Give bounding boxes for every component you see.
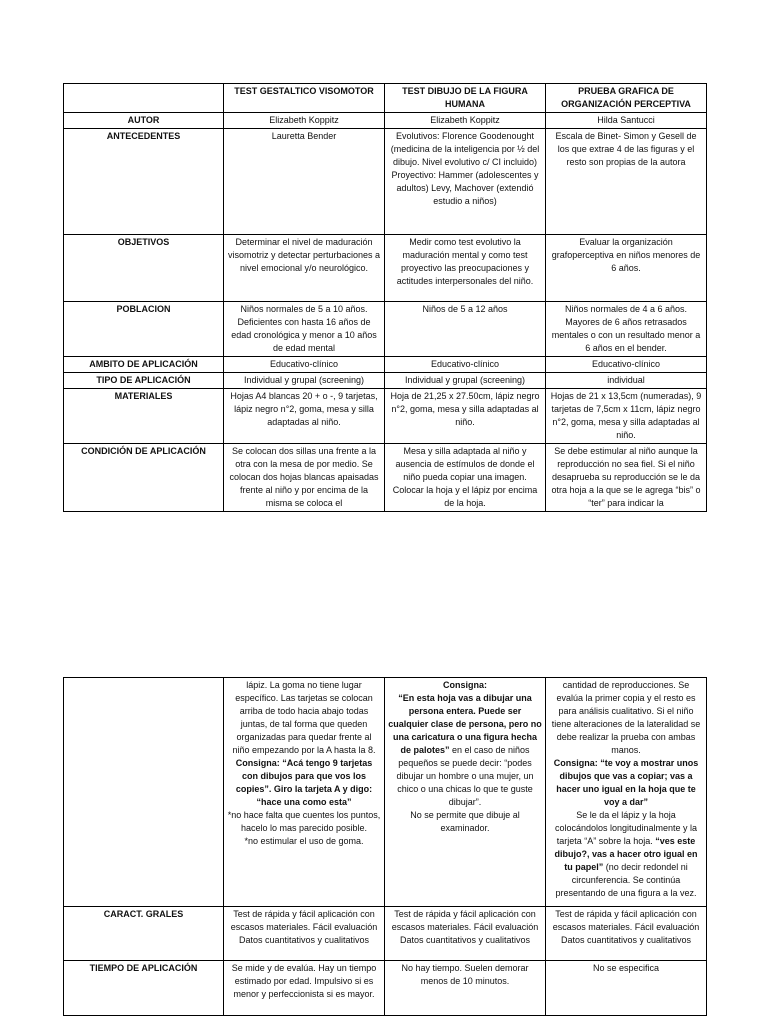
cell: Determinar el nivel de maduración visomotriz y detectar perturbaciones a nivel emocional y/o neurológico. — [224, 235, 385, 302]
cell — [546, 678, 707, 907]
row-label: ANTECEDENTES — [64, 129, 224, 235]
cell: Elizabeth Koppitz — [224, 113, 385, 129]
row-label: OBJETIVOS — [64, 235, 224, 302]
cell — [224, 961, 385, 1016]
row-poblacion — [64, 302, 707, 357]
consigna-label — [388, 679, 542, 692]
row-caract-grales — [64, 907, 707, 961]
consigna-block-2 — [549, 809, 703, 900]
row-label: POBLACION — [64, 302, 224, 357]
cell-content — [549, 679, 703, 905]
comparison-table-page-2 — [63, 677, 707, 1016]
header-row — [64, 84, 707, 113]
consigna-label: Consigna: — [553, 758, 598, 768]
cell-text: No se permite que dibuje al examinador. — [410, 810, 520, 833]
cell: Escala de Binet- Simon y Gesell de los que extrae 4 de las figuras y el resto son propias de la autora — [546, 129, 707, 235]
cell-text: Se debe estimular al niño aunque la reproducción no sea fiel. Si el niño desaprueba su reproducción se le da otra hoja a la que se le agrega “bis” o “ter” para indicar la — [551, 446, 701, 508]
cell: Hilda Santucci — [546, 113, 707, 129]
cell: Lauretta Bender — [224, 129, 385, 235]
row-label-empty — [64, 678, 224, 907]
cell-text: en el caso de niños pequeños se puede decir: “podes dibujar un hombre o una mujer, un chico o una chicas lo que te guste dibujar”. — [396, 745, 534, 807]
cell: Elizabeth Koppitz — [385, 113, 546, 129]
cell: Hoja de 21,25 x 27.50cm, lápiz negro n°2, goma, mesa y silla adaptadas al niño. — [385, 389, 546, 444]
cell-text: No se especifica — [592, 963, 660, 973]
cell-text: Se le da el lápiz y la hoja colocándolos longitudinalmente y la tarjeta “A” sobre la hoja. — [554, 810, 698, 846]
row-label: TIPO DE APLICACIÓN — [64, 373, 224, 389]
cell — [224, 678, 385, 907]
cell: Hojas de 21 x 13,5cm (numeradas), 9 tarjetas de 7,5cm x 11cm, lápiz negro n°2, goma, mesa y silla adaptadas al niño. — [546, 389, 707, 444]
row-label: CONDICIÓN DE APLICACIÓN — [64, 444, 224, 512]
consigna-block — [388, 692, 542, 809]
row-label: TIEMPO DE APLICACIÓN — [64, 961, 224, 1016]
row-label: CARACT. GRALES — [64, 907, 224, 961]
cell-text: No hay tiempo. Suelen demorar menos de 10 minutos. — [401, 963, 529, 986]
row-label: AUTOR — [64, 113, 224, 129]
header-test-figura-humana: TEST DIBUJO DE LA FIGURA HUMANA — [385, 84, 546, 113]
cell — [546, 961, 707, 1016]
row-label: MATERIALES — [64, 389, 224, 444]
consigna-text: “te voy a mostrar unos dibujos que vas a copiar; vas a hacer uno igual en la hoja que te voy a dar” — [556, 758, 699, 807]
cell: Evaluar la organización grafoperceptiva en niños menores de 6 años. — [546, 235, 707, 302]
cell: Individual y grupal (screening) — [385, 373, 546, 389]
cell: Hojas A4 blancas 20 + o -, 9 tarjetas, lápiz negro n°2, goma, mesa y silla adaptadas al niño. — [224, 389, 385, 444]
row-label: AMBITO DE APLICACIÓN — [64, 357, 224, 373]
consigna-block — [227, 757, 381, 809]
cell-text: cantidad de reproducciones. Se evalúa la primer copia y el resto es para análisis cualitativo. Si el niño tiene alteraciones de la lateralidad se debe realizar la prueba con ambas manos. — [551, 680, 701, 755]
header-test-gestaltico: TEST GESTALTICO VISOMOTOR — [224, 84, 385, 113]
cell: Educativo-clínico — [546, 357, 707, 373]
consigna-block — [549, 757, 703, 809]
consigna-text: “En esta hoja vas a dibujar una persona entera. Puede ser cualquier clase de persona, pero no una caricatura o una figura hecha de palotes” — [388, 693, 542, 755]
header-prueba-grafica: PRUEBA GRAFICA DE ORGANIZACIÓN PERCEPTIVA — [546, 84, 707, 113]
cell: Test de rápida y fácil aplicación con escasos materiales. Fácil evaluación Datos cuantitativos y cualitativos — [224, 907, 385, 961]
cell: individual — [546, 373, 707, 389]
comparison-table-page-1 — [63, 83, 707, 512]
cell: Individual y grupal (screening) — [224, 373, 385, 389]
row-autor — [64, 113, 707, 129]
cell: Test de rápida y fácil aplicación con escasos materiales. Fácil evaluación Datos cuantitativos y cualitativos — [546, 907, 707, 961]
cell — [385, 444, 546, 512]
cell: Niños de 5 a 12 años — [385, 302, 546, 357]
cell-content — [227, 679, 381, 905]
cell-text: Mesa y silla adaptada al niño y ausencia de estímulos de donde el niño pueda copiar una imagen. Colocar la hoja y el lápiz por encima de la hoja. — [392, 446, 538, 508]
cell-content — [388, 679, 542, 905]
cell-text: Se colocan dos sillas una frente a la otra con la mesa de por medio. Se colocan dos hojas blancas apaisadas frente al niño y por encima de la misma se coloca el — [229, 446, 379, 508]
row-condicion — [64, 444, 707, 512]
row-ambito — [64, 357, 707, 373]
cell — [385, 678, 546, 907]
cell-text: *no hace falta que cuentes los puntos, hacelo lo mas parecido posible. — [227, 810, 381, 833]
cell-text: lápiz. La goma no tiene lugar específico. Las tarjetas se colocan arriba de todo hacia abajo todas juntas, de tal forma que queden organizadas para quedar frente al niño empezando por la A hasta la 8. — [232, 680, 376, 755]
cell: Medir como test evolutivo la maduración mental y como test proyectivo las preocupaciones y actitudes interpersonales del niño. — [385, 235, 546, 302]
cell — [546, 444, 707, 512]
row-materiales — [64, 389, 707, 444]
consigna-label: Consigna: — [235, 758, 280, 768]
consigna-text-2: “ves este dibujo?, vas a hacer otro igual en tu papel” — [554, 836, 698, 872]
header-empty-cell — [64, 84, 224, 113]
cell-text: *no estimular el uso de goma. — [244, 836, 364, 846]
cell: Evolutivos: Florence Goodenought (medicina de la inteligencia por ½ del dibujo. Nivel evolutivo c/ CI incluido) Proyectivo: Hammer (adolescentes y adultos) Levy, Machover (extendió estudio a niños) — [385, 129, 546, 235]
row-antecedentes — [64, 129, 707, 235]
cell: Educativo-clínico — [385, 357, 546, 373]
cell — [385, 961, 546, 1016]
row-condicion-cont — [64, 678, 707, 907]
cell-text: (no decir redondel ni circunferencia. Se continúa presentando de una figura a la vez. — [555, 862, 697, 898]
cell: Niños normales de 4 a 6 años. Mayores de 6 años retrasados mentales o con un resultado menor a 6 años en el bender. — [546, 302, 707, 357]
cell: Niños normales de 5 a 10 años. Deficientes con hasta 16 años de edad cronológica y menor a 10 años de edad mental — [224, 302, 385, 357]
row-tiempo — [64, 961, 707, 1016]
cell: Test de rápida y fácil aplicación con escasos materiales. Fácil evaluación Datos cuantitativos y cualitativos — [385, 907, 546, 961]
row-objetivos — [64, 235, 707, 302]
consigna-text: “Acá tengo 9 tarjetas con dibujos para que vos los copies”. Giro la tarjeta A y digo: “hace una como esta” — [235, 758, 373, 807]
cell-text: Se mide y de evalúa. Hay un tiempo estimado por edad. Impulsivo si es menor y perfeccionista si es mayor. — [231, 963, 377, 999]
row-tipo — [64, 373, 707, 389]
cell: Educativo-clínico — [224, 357, 385, 373]
consigna-label-text: Consigna: — [443, 680, 487, 690]
cell — [224, 444, 385, 512]
